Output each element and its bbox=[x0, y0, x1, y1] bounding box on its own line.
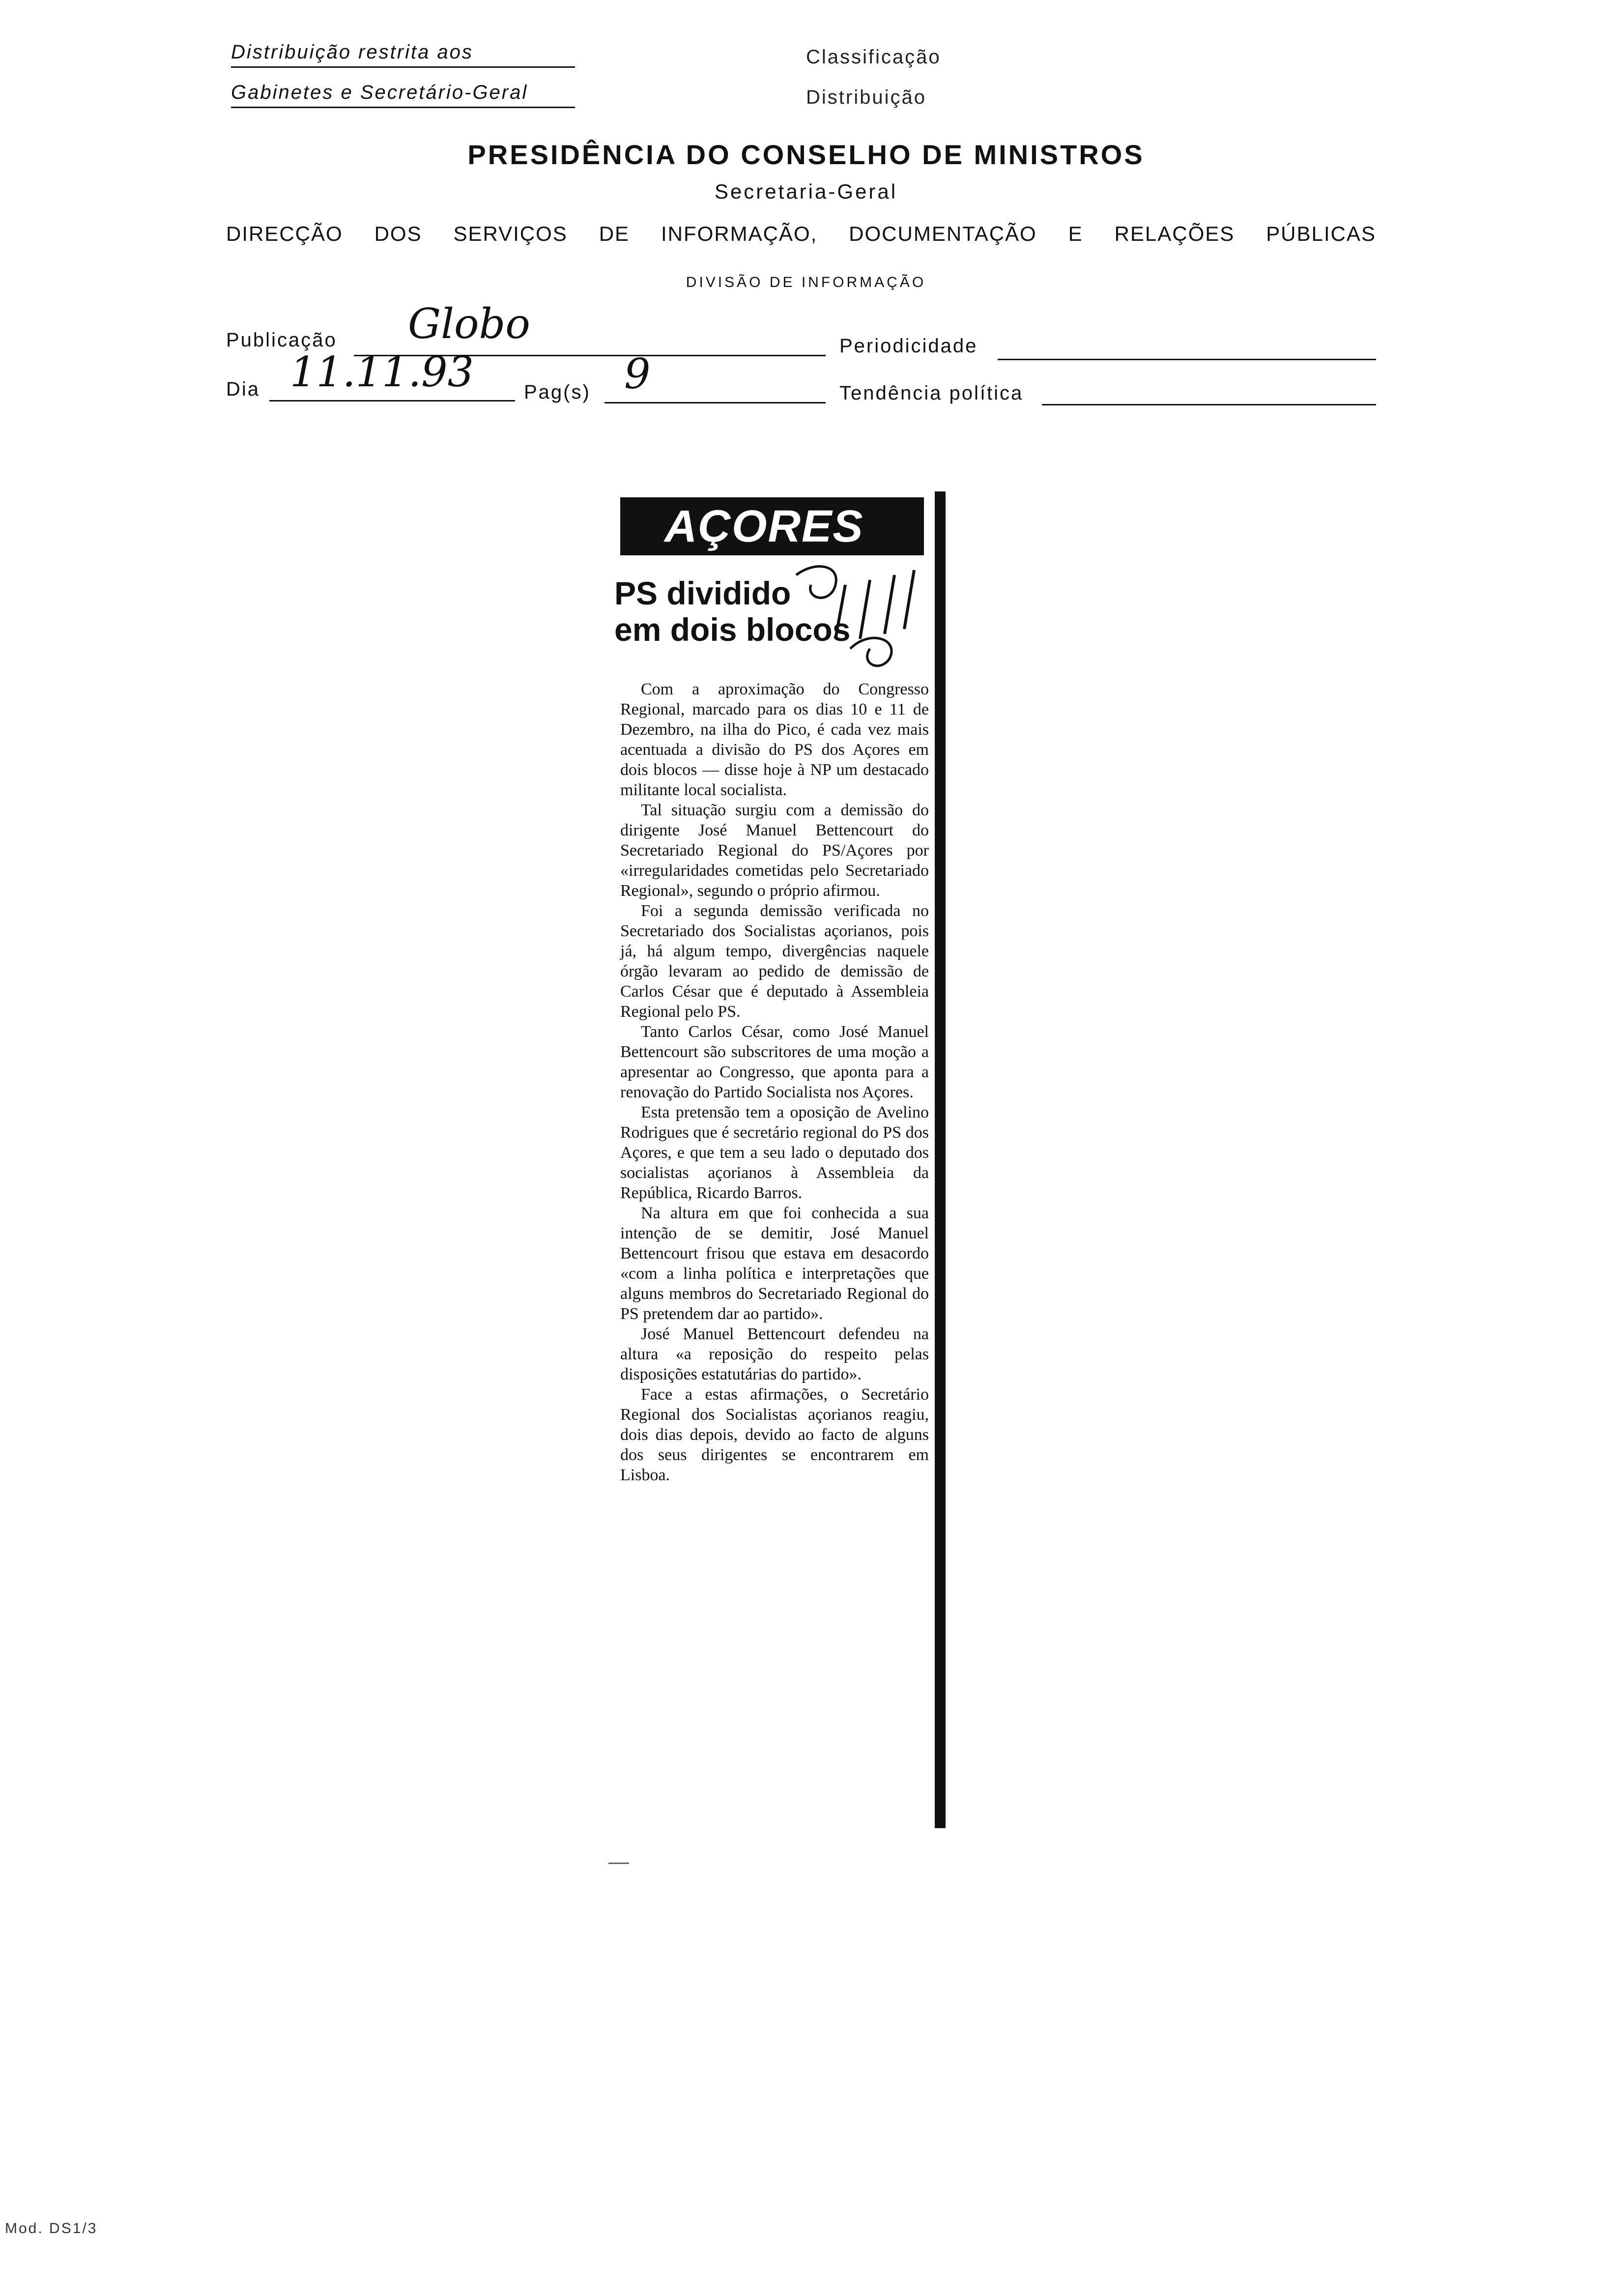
direccao-word: SERVIÇOS bbox=[453, 222, 568, 245]
article-paragraph: Foi a segunda demissão verificada no Secretariado dos Socialistas açorianos, pois já, há algum tempo, divergências naquele órgão levaram ao pedido de demissão de Carlos César que é deputado à Assembleia Regional pelo PS. bbox=[620, 902, 929, 1021]
direccao-word: E bbox=[1068, 222, 1083, 245]
section-banner: AÇORES bbox=[620, 497, 924, 555]
pags-value: 9 bbox=[624, 350, 651, 398]
direccao-word: DE bbox=[599, 222, 630, 245]
dia-label: Dia bbox=[226, 378, 260, 400]
form-model-code: Mod. DS1/3 bbox=[5, 2220, 98, 2237]
article-paragraph: José Manuel Bettencourt defendeu na altura «a reposição do respeito pelas disposições estatutárias do partido». bbox=[620, 1325, 929, 1383]
classificacao-label: Classificação bbox=[806, 46, 941, 68]
page-title: PRESIDÊNCIA DO CONSELHO DE MINISTROS bbox=[467, 139, 1145, 170]
tendencia-label: Tendência política bbox=[839, 382, 1024, 404]
headline-line: em dois blocos bbox=[614, 611, 851, 648]
pags-label: Pag(s) bbox=[524, 381, 591, 403]
direccao-heading bbox=[226, 222, 1376, 246]
tendencia-line bbox=[1042, 404, 1376, 405]
publicacao-label: Publicação bbox=[226, 329, 337, 351]
headline-line: PS dividido bbox=[614, 575, 791, 611]
page-subtitle: Secretaria-Geral bbox=[714, 180, 898, 203]
direccao-word: RELAÇÕES bbox=[1114, 222, 1235, 245]
pags-line bbox=[604, 402, 826, 403]
direccao-word: DOCUMENTAÇÃO bbox=[849, 222, 1037, 245]
article-body bbox=[620, 679, 929, 1485]
article-paragraph: Tal situação surgiu com a demissão do dirigente José Manuel Bettencourt do Secretariado Regional do PS/Açores por «irregularidades cometidas pelo Secretariado Regional», segundo o próprio afirmou. bbox=[620, 801, 929, 900]
periodicidade-label: Periodicidade bbox=[839, 335, 978, 357]
distribution-restriction-line2: Gabinetes e Secretário-Geral bbox=[231, 82, 575, 108]
direccao-word: DOS bbox=[374, 222, 422, 245]
end-dash bbox=[608, 1863, 629, 1864]
clipping-border-rule bbox=[935, 491, 946, 1828]
direccao-word: PÚBLICAS bbox=[1266, 222, 1376, 245]
article-paragraph: Na altura em que foi conhecida a sua intenção de se demitir, José Manuel Bettencourt frisou que estava em desacordo «com a linha política e interpretações que alguns membros do Secretariado Regional do PS pretendem dar ao partido». bbox=[620, 1204, 929, 1323]
direccao-word: DIRECÇÃO bbox=[226, 222, 343, 245]
periodicidade-line bbox=[998, 359, 1376, 360]
divisao-heading: DIVISÃO DE INFORMAÇÃO bbox=[686, 274, 926, 290]
dia-value: 11.11.93 bbox=[290, 348, 474, 396]
article-paragraph: Face a estas afirmações, o Secretário Regional dos Socialistas açorianos reagiu, dois dias depois, devido ao facto de alguns dos seus dirigentes se encontrarem em Lisboa. bbox=[620, 1385, 929, 1484]
distribution-restriction-line1: Distribuição restrita aos bbox=[231, 41, 575, 68]
article-paragraph: Com a aproximação do Congresso Regional, marcado para os dias 10 e 11 de Dezembro, na ilha do Pico, é cada vez mais acentuada a divisão do PS dos Açores em dois blocos — disse hoje à NP um destacado militante local socialista. bbox=[620, 680, 929, 799]
article-paragraph: Esta pretensão tem a oposição de Avelino Rodrigues que é secretário regional do PS dos Açores, e que tem a seu lado o deputado dos socialistas açorianos à Assembleia da República, Ricardo Barros. bbox=[620, 1103, 929, 1202]
dia-line bbox=[269, 400, 515, 402]
direccao-word: INFORMAÇÃO, bbox=[661, 222, 818, 245]
distribuicao-label: Distribuição bbox=[806, 86, 926, 108]
publicacao-value: Globo bbox=[408, 300, 530, 348]
article-paragraph: Tanto Carlos César, como José Manuel Bettencourt são subscritores de uma moção a apresentar ao Congresso, que aponta para a renovação do Partido Socialista nos Açores. bbox=[620, 1023, 929, 1101]
handwritten-annotation bbox=[786, 555, 944, 668]
